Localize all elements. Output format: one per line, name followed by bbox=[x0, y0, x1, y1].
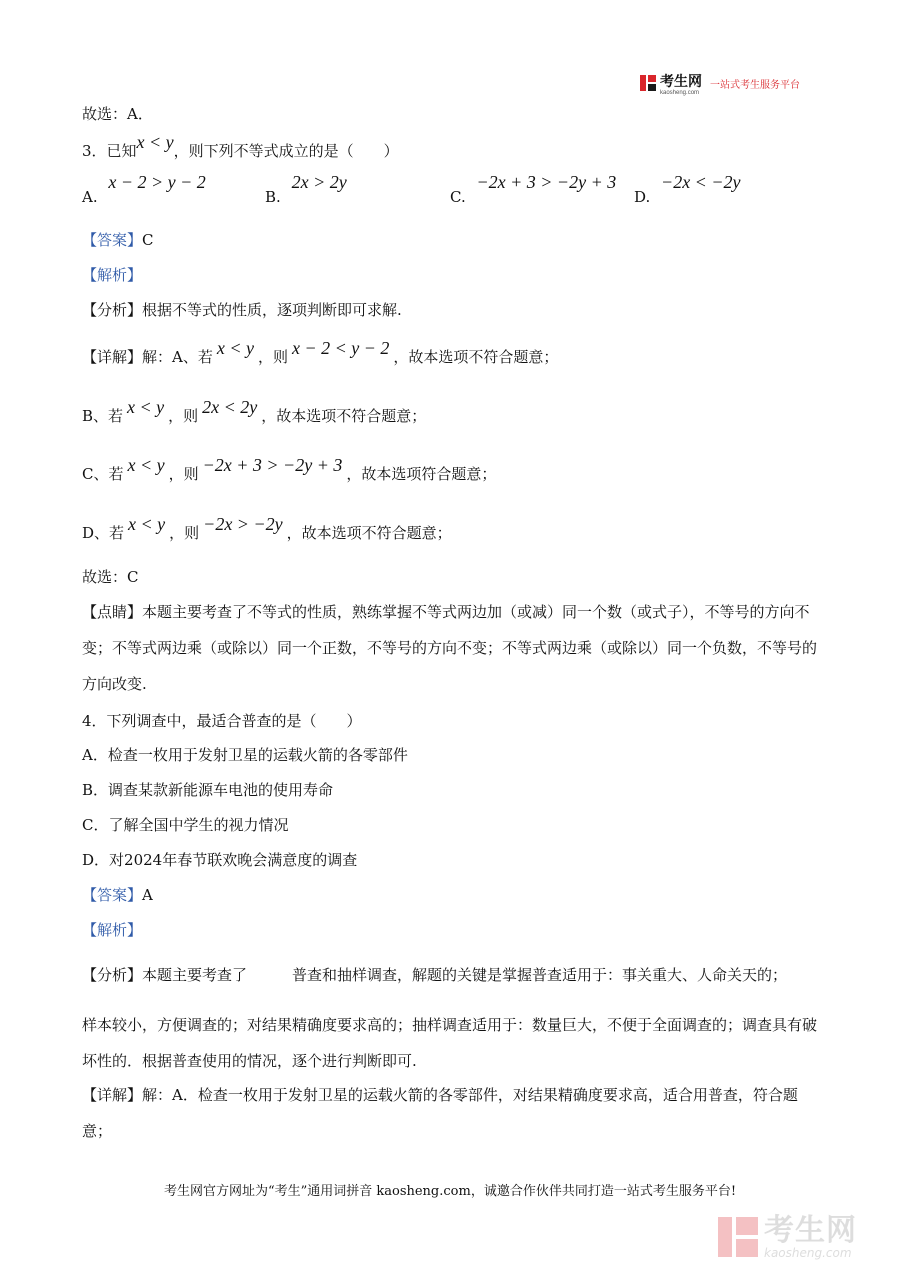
q4-answer bbox=[82, 885, 153, 905]
q3-dianjing: 【点睛】本题主要考查了不等式的性质，熟练掌握不等式两边加（或减）同一个数（或式子），不等号的方向不变；不等式两边乘（或除以）同一个正数，不等号的方向不变；不等式两边乘（或除以）同一个负数，不等号的方向改变. bbox=[82, 603, 818, 693]
detail-a-pre: 【详解】解：A、若 bbox=[82, 348, 213, 366]
detail-c-result: −2x + 3 > −2y + 3 bbox=[202, 455, 343, 475]
q3-option-c-letter: C. bbox=[450, 188, 466, 206]
q4-fenxi-line1: 【分析】本题主要考查了 普查和抽样调查，解题的关键是掌握普查适用于：事关重大、人命关天的； bbox=[82, 966, 788, 984]
q3-option-c bbox=[450, 172, 617, 206]
q3-detail-c bbox=[82, 455, 497, 484]
header-logo bbox=[640, 72, 800, 94]
q4-option-a: A．检查一枚用于发射卫星的运载火箭的各零部件 bbox=[82, 746, 408, 764]
q3-stem bbox=[82, 132, 399, 161]
detail-a-result: x − 2 < y − 2 bbox=[291, 338, 390, 358]
q3-answer-tag: 【答案】 bbox=[82, 231, 143, 249]
q2-conclusion: 故选：A． bbox=[82, 105, 153, 123]
q4-fenxi-line2: 样本较小，方便调查的；对结果精确度要求高的；抽样调查适用于：数量巨大，不便于全面调查的；调查具有破坏性的．根据普查使用的情况，逐个进行判断即可. bbox=[82, 1016, 818, 1070]
detail-a-mid: ，则 bbox=[257, 348, 288, 366]
q3-stem-pre: 3．已知 bbox=[82, 142, 137, 160]
detail-c-post: ，故本选项符合题意； bbox=[346, 465, 497, 483]
q3-option-b-math: 2x > 2y bbox=[291, 172, 347, 192]
detail-b-mid: ，则 bbox=[168, 407, 199, 425]
q3-stem-post: ，则下列不等式成立的是（ ） bbox=[173, 142, 399, 160]
watermark-site: kaosheng.com bbox=[764, 1246, 852, 1260]
q3-detail-d bbox=[82, 514, 452, 543]
watermark-name: 考生网 bbox=[764, 1213, 857, 1248]
q3-option-c-math: −2x + 3 > −2y + 3 bbox=[476, 172, 617, 192]
detail-d-cond: x < y bbox=[128, 514, 166, 534]
q3-option-d-letter: D. bbox=[634, 188, 651, 206]
header-logo-name: 考生网 bbox=[660, 72, 702, 89]
detail-c-cond: x < y bbox=[127, 455, 165, 475]
header-logo-site: kaosheng.com bbox=[660, 89, 700, 96]
footer-text: 考生网官方网址为“考生”通用词拼音 kaosheng.com，诚邀合作伙伴共同打造一站式考生服务平台! bbox=[163, 1184, 737, 1199]
detail-d-post: ，故本选项不符合题意； bbox=[286, 524, 452, 542]
q4-stem: 4．下列调查中，最适合普查的是（ ） bbox=[82, 712, 362, 730]
q3-option-d bbox=[634, 172, 741, 206]
q3-answer bbox=[82, 230, 154, 250]
q3-option-b bbox=[265, 172, 347, 206]
watermark bbox=[718, 1215, 857, 1259]
q4-option-d: D．对2024年春节联欢晚会满意度的调查 bbox=[82, 851, 358, 869]
q3-choose: 故选：C bbox=[82, 568, 139, 586]
q3-answer-value: C bbox=[142, 231, 154, 249]
detail-d-pre: D、若 bbox=[82, 524, 125, 542]
q4-option-c: C．了解全国中学生的视力情况 bbox=[82, 816, 289, 834]
q3-option-a-letter: A. bbox=[82, 188, 98, 206]
q4-analysis-tag: 【解析】 bbox=[82, 921, 143, 939]
detail-d-result: −2x > −2y bbox=[203, 514, 283, 534]
q3-detail-a bbox=[82, 338, 559, 367]
detail-d-mid: ，则 bbox=[169, 524, 200, 542]
q3-analysis-tag: 【解析】 bbox=[82, 266, 143, 284]
q4-detail: 【详解】解：A．检查一枚用于发射卫星的运载火箭的各零部件，对结果精确度要求高，适合用普查，符合题意； bbox=[82, 1086, 798, 1140]
detail-a-cond: x < y bbox=[216, 338, 254, 358]
q3-option-b-letter: B. bbox=[265, 188, 281, 206]
kaosheng-watermark-icon bbox=[718, 1217, 758, 1257]
q3-option-a-math: x − 2 > y − 2 bbox=[108, 172, 206, 192]
q3-fenxi: 【分析】根据不等式的性质，逐项判断即可求解. bbox=[82, 301, 402, 319]
kaosheng-logo-icon bbox=[640, 75, 656, 91]
q3-detail-b bbox=[82, 397, 427, 426]
detail-b-cond: x < y bbox=[127, 397, 165, 417]
detail-b-post: ，故本选项不符合题意； bbox=[261, 407, 427, 425]
detail-a-post: ，故本选项不符合题意； bbox=[393, 348, 559, 366]
q4-option-b: B．调查某款新能源车电池的使用寿命 bbox=[82, 781, 334, 799]
detail-b-result: 2x < 2y bbox=[202, 397, 258, 417]
q3-stem-math: x < y bbox=[136, 132, 174, 152]
header-slogan: 一站式考生服务平台 bbox=[710, 79, 800, 91]
detail-c-pre: C、若 bbox=[82, 465, 124, 483]
detail-b-pre: B、若 bbox=[82, 407, 124, 425]
q3-option-d-math: −2x < −2y bbox=[661, 172, 741, 192]
detail-c-mid: ，则 bbox=[168, 465, 199, 483]
q4-answer-tag: 【答案】 bbox=[82, 886, 143, 904]
q3-option-a bbox=[82, 172, 206, 206]
q4-answer-value: A bbox=[142, 886, 153, 904]
